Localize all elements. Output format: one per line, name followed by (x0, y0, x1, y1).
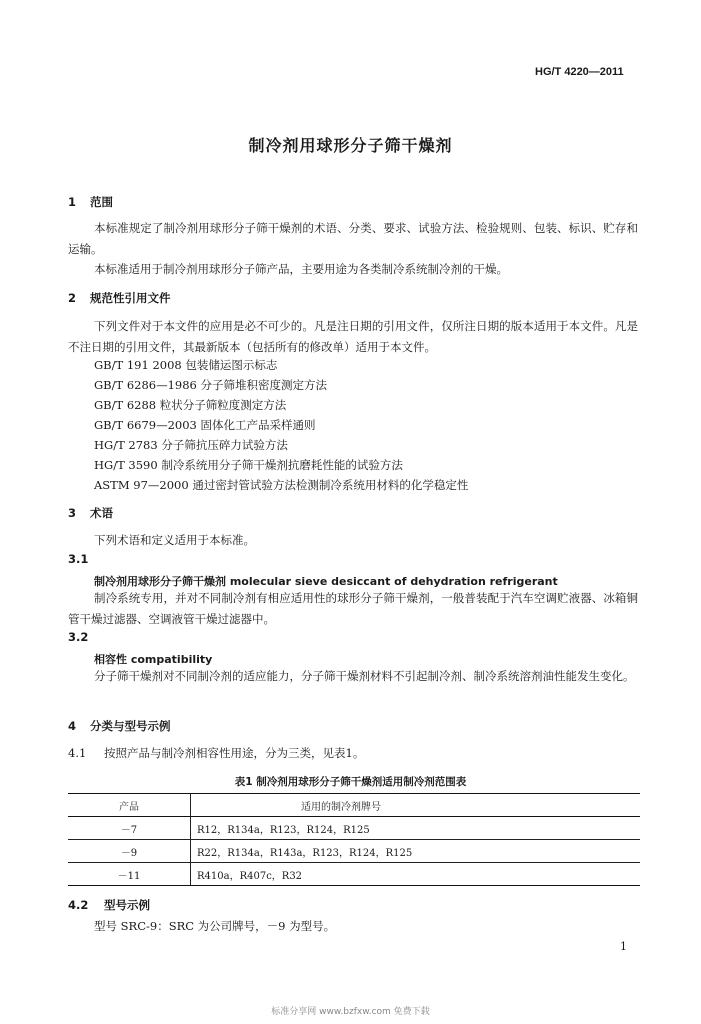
section-2-paragraph: 下列文件对于本文件的应用是必不可少的。凡是注日期的引用文件，仅所注日期的版本适用于本文件。凡是不注日期的引用文件，其最新版本（包括所有的修改单）适用于本文件。 (68, 319, 638, 354)
table-row (68, 817, 640, 840)
clause-number: 4.2 (68, 898, 89, 912)
table-header-row (68, 794, 640, 817)
table-cell: R22，R134a，R143a，R123，R124，R125 (191, 840, 641, 863)
section-title: 术语 (90, 506, 113, 520)
table-cell: －9 (68, 840, 191, 863)
clause-4-2-text: 型号 SRC-9：SRC 为公司牌号，－9 为型号。 (94, 919, 336, 933)
term-3-2-definition: 分子筛干燥剂对不同制冷剂的适应能力，分子筛干燥剂材料不引起制冷剂、制冷系统溶剂油性能发生变化。 (94, 669, 635, 683)
document-title: 制冷剂用球形分子筛干燥剂 (248, 136, 453, 155)
section-1-heading (68, 194, 113, 210)
table-cell: R410a，R407c，R32 (191, 863, 641, 886)
section-number: 1 (68, 195, 77, 209)
clause-4-2-heading (68, 897, 150, 913)
section-title: 分类与型号示例 (90, 719, 171, 733)
term-3-2-number: 3.2 (68, 630, 89, 644)
table-row (68, 840, 640, 863)
reference-item: GB/T 191 2008 包装储运图示标志 (94, 358, 278, 372)
term-3-1-number: 3.1 (68, 552, 89, 566)
clause-4-1 (68, 744, 364, 763)
table-cell: R12，R134a，R123，R124，R125 (191, 817, 641, 840)
section-title: 范围 (90, 195, 113, 209)
section-number: 3 (68, 506, 77, 520)
clause-text: 按照产品与制冷剂相容性用途，分为三类，见表1。 (104, 746, 365, 760)
table-header-cell: 适用的制冷剂牌号 (191, 794, 641, 817)
standard-number: HG/T 4220—2011 (535, 66, 624, 78)
reference-item: GB/T 6679—2003 固体化工产品采样通则 (94, 418, 316, 432)
table-header-cell: 产品 (68, 794, 191, 817)
reference-item: ASTM 97—2000 通过密封管试验方法检测制冷系统用材料的化学稳定性 (94, 478, 469, 492)
refrigerant-table (68, 793, 640, 886)
section-3-paragraph: 下列术语和定义适用于本标准。 (94, 533, 255, 547)
page-number: 1 (620, 940, 627, 953)
section-4-heading (68, 718, 171, 734)
section-3-heading (68, 505, 113, 521)
term-3-1-name: 制冷剂用球形分子筛干燥剂 molecular sieve desiccant of dehydration refrigerant (94, 575, 558, 588)
table-caption: 表1 制冷剂用球形分子筛干燥剂适用制冷剂范围表 (234, 776, 467, 788)
section-1-paragraph-1: 本标准规定了制冷剂用球形分子筛干燥剂的术语、分类、要求、试验方法、检验规则、包装、标识、贮存和运输。 (68, 221, 638, 256)
table-cell: －7 (68, 817, 191, 840)
reference-item: GB/T 6288 粒状分子筛粒度测定方法 (94, 398, 287, 412)
section-number: 4 (68, 719, 77, 733)
reference-item: HG/T 2783 分子筛抗压碎力试验方法 (94, 438, 288, 452)
footer-watermark: 标准分享网 www.bzfxw.com 免费下载 (271, 1007, 430, 1017)
term-3-1-definition: 制冷系统专用，并对不同制冷剂有相应适用性的球形分子筛干燥剂，一般普装配于汽车空调贮液器、冰箱铜管干燥过滤器、空调液管干燥过滤器中。 (68, 591, 638, 626)
section-2-heading (68, 290, 171, 306)
section-number: 2 (68, 291, 77, 305)
reference-item: GB/T 6286—1986 分子筛堆积密度测定方法 (94, 378, 328, 392)
reference-item: HG/T 3590 制冷系统用分子筛干燥剂抗磨耗性能的试验方法 (94, 458, 403, 472)
section-title: 规范性引用文件 (90, 291, 171, 305)
term-3-2-name: 相容性 compatibility (94, 653, 213, 666)
section-1-paragraph-2: 本标准适用于制冷剂用球形分子筛产品，主要用途为各类制冷系统制冷剂的干燥。 (94, 262, 508, 276)
table-row (68, 863, 640, 886)
table-cell: －11 (68, 863, 191, 886)
clause-number: 4.1 (68, 746, 87, 760)
clause-title: 型号示例 (104, 898, 150, 912)
